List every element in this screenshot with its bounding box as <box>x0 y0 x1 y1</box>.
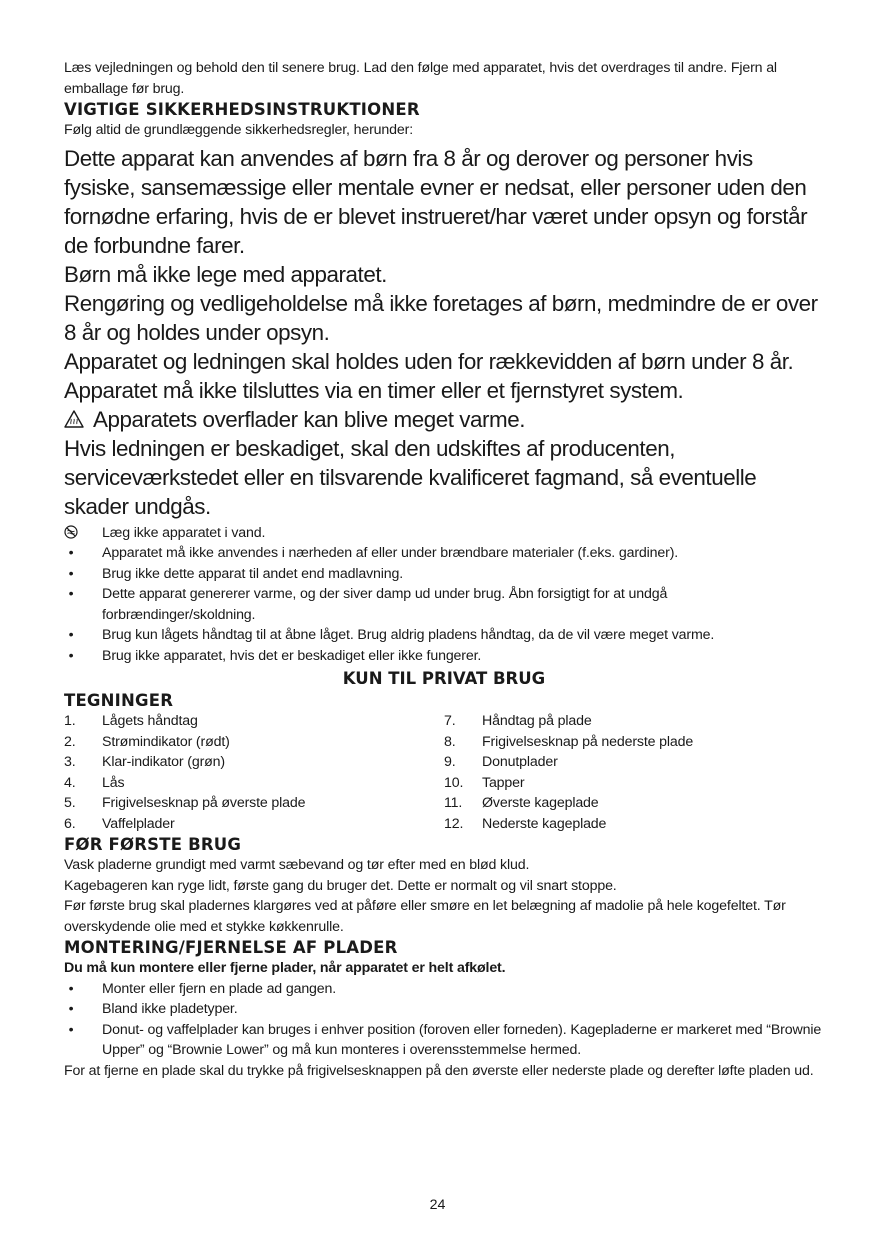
part-item: 9. Donutplader <box>444 754 558 770</box>
first-use-line: Vask pladerne grundigt med varmt sæbevand og tør efter med en blød klud. <box>64 857 530 873</box>
first-use-line: Kagebageren kan ryge lidt, første gang du bruger det. Dette er normalt og vil snart stoppe. <box>64 877 617 894</box>
drawings-heading: TEGNINGER <box>64 691 174 710</box>
bullet-text: Bland ikke pladetyper. <box>102 1001 238 1017</box>
list-item: • Brug ikke apparatet, hvis det er beskadiget eller ikke fungerer. <box>68 647 482 664</box>
part-item: 1. Lågets håndtag <box>64 713 198 729</box>
part-item: 5. Frigivelsesknap på øverste plade <box>64 795 306 811</box>
hot-surface-text: Apparatets overflader kan blive meget varme. <box>93 406 525 432</box>
part-item: 2. Strømindikator (rødt) <box>64 733 230 750</box>
warning-cord: Hvis ledningen er beskadiget, skal den udskiftes af producenten, serviceværkstedet eller en tilsvarende kvalificeret fagmand, så eventuelle skader undgås. <box>64 435 757 519</box>
intro-text: Læs vejledningen og behold den til senere brug. Lad den følge med apparatet, hvis det overdrages til andre. Fjern al emballage før brug. <box>64 60 777 97</box>
safety-bullet-list <box>64 523 824 667</box>
list-item <box>64 523 824 544</box>
bullet-text: Brug ikke dette apparat til andet end madlavning. <box>102 565 404 582</box>
page-number: 24 <box>429 1197 446 1213</box>
first-use-line: Før første brug skal pladernes klargøres ved at påføre eller smøre en let belægning af madolie på hele kogefeltet. Tør overskydende olie med et stykke køkkenrulle. <box>64 898 786 935</box>
list-item: • Bland ikke pladetyper. <box>68 1001 238 1017</box>
list-item: • Monter eller fjern en plade ad gangen. <box>68 980 337 997</box>
no-water-text: Læg ikke apparatet i vand. <box>102 524 266 541</box>
plates-bullet-list <box>64 979 824 1061</box>
part-item: 11. Øverste kageplade <box>444 795 599 811</box>
plates-bold-note: Du må kun montere eller fjerne plader, når apparatet er helt afkølet. <box>64 960 506 976</box>
safety-subtitle: Følg altid de grundlæggende sikkerhedsregler, herunder: <box>64 122 414 138</box>
list-item: • Apparatet må ikke anvendes i nærheden af eller under brændbare materialer (f.eks. gardiner). <box>68 545 679 561</box>
hot-surface-warning <box>64 405 824 434</box>
hot-surface-icon <box>64 410 84 428</box>
parts-list-left <box>64 711 444 834</box>
safety-heading: VIGTIGE SIKKERHEDSINSTRUKTIONER <box>64 100 420 119</box>
private-use-notice: KUN TIL PRIVAT BRUG <box>342 669 546 688</box>
parts-list-right <box>444 711 824 834</box>
plates-heading: MONTERING/FJERNELSE AF PLADER <box>64 938 398 957</box>
safety-large-warnings <box>64 144 824 521</box>
part-item: 12. Nederste kageplade <box>444 815 607 832</box>
bullet-text: Donut- og vaffelplader kan bruges i enhver position (foroven eller forneden). Kagepladerne er markeret med “Brownie Upper” og “Brownie Lower” og må kun monteres i overensstemmelse hermed. <box>102 1021 822 1058</box>
bullet-text: Apparatet må ikke anvendes i nærheden af eller under brændbare materialer (f.eks. gardiner). <box>102 545 679 561</box>
warning-cleaning: Rengøring og vedligeholdelse må ikke foretages af børn, medmindre de er over 8 år og holdes under opsyn. <box>64 290 818 345</box>
list-item: • Dette apparat genererer varme, og der siver damp ud under brug. Åbn forsigtigt for at undgå forbrændinger/skoldning. <box>68 586 668 623</box>
first-use-heading: FØR FØRSTE BRUG <box>64 835 242 854</box>
part-item: 6. Vaffelplader <box>64 815 175 832</box>
no-water-icon <box>64 523 78 546</box>
part-item: 7. Håndtag på plade <box>444 713 592 729</box>
plates-closing: For at fjerne en plade skal du trykke på frigivelsesknappen på den øverste eller nederste plade og derefter løfte pladen ud. <box>64 1062 814 1079</box>
part-item: 3. Klar-indikator (grøn) <box>64 754 225 770</box>
part-item: 4. Lås <box>64 774 125 791</box>
manual-page <box>64 58 824 1081</box>
part-item: 10. Tapper <box>444 774 525 791</box>
bullet-text: Monter eller fjern en plade ad gangen. <box>102 980 337 997</box>
warning-children-capable: Dette apparat kan anvendes af børn fra 8 år og derover og personer hvis fysiske, sansemæssige eller mentale evner er nedsat, eller personer uden den fornødne erfaring, hvis de er blevet instrueret/har været under opsyn og forstår de forbundne farer. <box>64 145 808 258</box>
first-use-text <box>64 855 824 937</box>
bullet-text: Brug ikke apparatet, hvis det er beskadiget eller ikke fungerer. <box>102 647 482 664</box>
bullet-text: Brug kun lågets håndtag til at åbne låget. Brug aldrig pladens håndtag, da de vil være meget varme. <box>102 627 715 643</box>
list-item: • Brug ikke dette apparat til andet end madlavning. <box>68 565 404 582</box>
list-item: • Donut- og vaffelplader kan bruges i enhver position (foroven eller forneden). Kagepladerne er markeret med “Brownie Upper” og “Brownie Lower” og må kun monteres i overensstemmelse hermed. <box>68 1021 822 1058</box>
bullet-text: Dette apparat genererer varme, og der siver damp ud under brug. Åbn forsigtigt for at undgå forbrændinger/skoldning. <box>102 586 668 623</box>
warning-no-play: Børn må ikke lege med apparatet. <box>64 261 387 287</box>
warning-timer: Apparatet må ikke tilsluttes via en timer eller et fjernstyret system. <box>64 377 684 403</box>
parts-list <box>64 711 824 834</box>
list-item: • Brug kun lågets håndtag til at åbne låget. Brug aldrig pladens håndtag, da de vil være meget varme. <box>68 627 715 643</box>
warning-reach: Apparatet og ledningen skal holdes uden for rækkevidden af børn under 8 år. <box>64 348 794 374</box>
part-item: 8. Frigivelsesknap på nederste plade <box>444 733 694 750</box>
